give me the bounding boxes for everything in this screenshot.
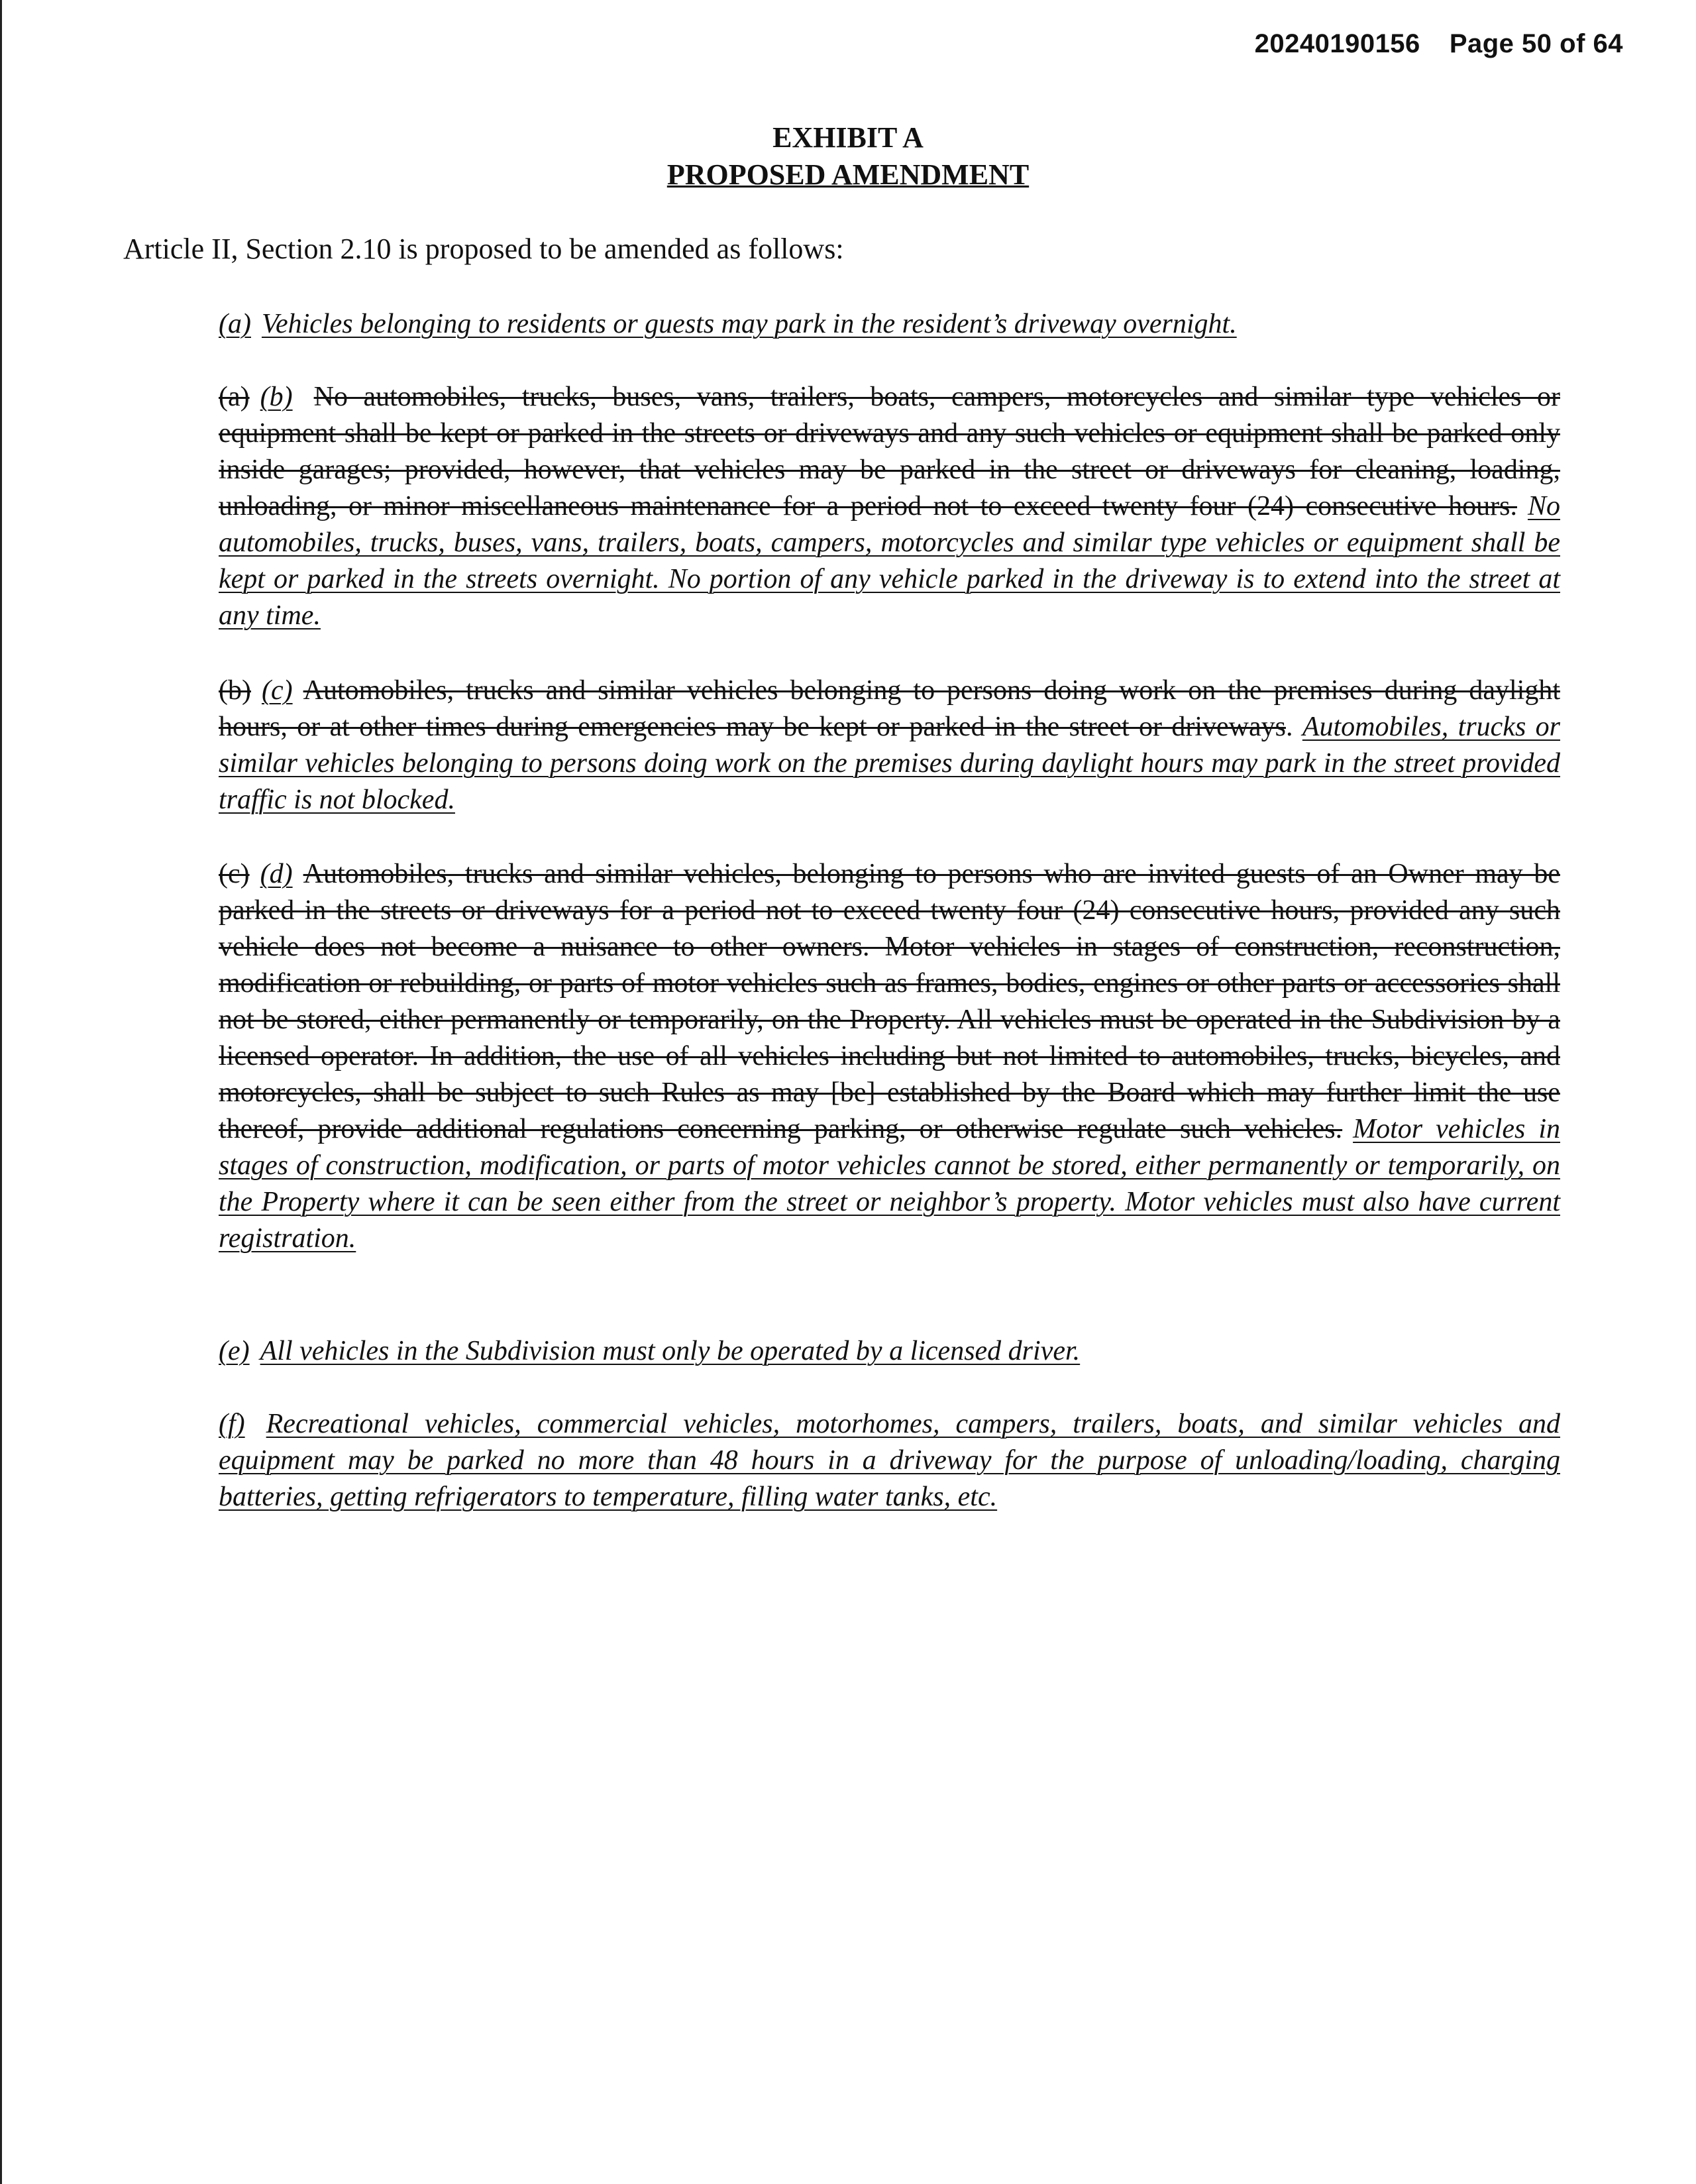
deleted-text: No automobiles, trucks, buses, vans, trailers, boats, campers, motorcycles and similar type vehicles or equipment shall be kept or parked in the streets or driveways and any such vehicles or equipment shall be parked only inside garages; provided, however, that vehicles may be parked in the street or driveways for cleaning, loading, unloading, or minor miscellaneous maintenance for a period not to exceed twenty four (24) consecutive hours. [219, 382, 1560, 521]
exhibit-heading: EXHIBIT A [772, 121, 924, 154]
paragraph-label-new: (c) [261, 675, 293, 706]
paragraph-label-old: (b) [219, 675, 251, 706]
paragraph-label-new: (a) [219, 309, 251, 339]
paragraph-b [219, 379, 1560, 634]
paragraph-label-new: (d) [260, 859, 293, 889]
added-text: All vehicles in the Subdivision must only be operated by a licensed driver. [260, 1336, 1081, 1366]
paragraph-c [219, 673, 1560, 818]
page-number: Page 50 of 64 [1449, 29, 1623, 58]
paragraph-d [219, 856, 1560, 1257]
added-text: Vehicles belonging to residents or guests may park in the resident’s driveway overnight. [261, 309, 1237, 339]
paragraph-label-old: (c) [219, 859, 250, 889]
added-text: Motor vehicles in stages of construction, modification, or parts of motor vehicles cannot be stored, either permanently or temporarily, on the Property where it can be seen either from the street or neighbor’s property. Motor vehicles must also have current registration. [219, 1114, 1560, 1254]
paragraph-label-new: (e) [219, 1336, 250, 1366]
document-number: 20240190156 [1254, 29, 1420, 58]
paragraph-label-new: (b) [260, 382, 293, 412]
added-text: No automobiles, trucks, buses, vans, trailers, boats, campers, motorcycles and similar type vehicles or equipment shall be kept or parked in the streets overnight. No portion of any vehicle parked in the driveway is to extend into the street at any time. [219, 491, 1560, 631]
exhibit-title [0, 119, 1696, 193]
amendment-heading: PROPOSED AMENDMENT [666, 158, 1030, 191]
paragraph-label-new: (f) [219, 1409, 245, 1439]
deleted-text: Automobiles, trucks and similar vehicles, belonging to persons who are invited guests of an Owner may be parked in the streets or driveways for a period not to exceed twenty four (24) consecutive hours, provided any such vehicle does not become a nuisance to other owners. Motor vehicles in stages of construction, reconstruction, modification or rebuilding, or parts of motor vehicles such as frames, bodies, engines or other parts or accessories shall not be stored, either permanently or temporarily, on the Property. All vehicles must be operated in the Subdivision by a licensed operator. In addition, the use of all vehicles including but not limited to automobiles, trucks, bicycles, and motorcycles, shall be subject to such Rules as may [be] established by the Board which may further limit the use thereof, provide additional regulations concerning parking, or otherwise regulate such vehicles. [219, 859, 1560, 1144]
page-left-edge [0, 0, 2, 2184]
added-text: Recreational vehicles, commercial vehicles, motorhomes, campers, trailers, boats, and similar vehicles and equipment may be parked no more than 48 hours in a driveway for the purpose of unloading/loading, charging batteries, getting refrigerators to temperature, filling water tanks, etc. [219, 1409, 1560, 1512]
added-text: Automobiles, trucks or similar vehicles belonging to persons doing work on the premises during daylight hours may park in the street provided traffic is not blocked. [219, 712, 1560, 815]
paragraph-f [219, 1406, 1560, 1515]
deleted-text: Automobiles, trucks and similar vehicles belonging to persons doing work on the premises during daylight hours, or at other times during emergencies may be kept or parked in the street or driveways [219, 675, 1560, 742]
paragraph-e [219, 1333, 1560, 1370]
trailing-period: . [1285, 712, 1293, 742]
intro-sentence: Article II, Section 2.10 is proposed to be amended as follows: [123, 233, 844, 265]
paragraph-a [219, 306, 1560, 343]
page-header [1255, 29, 1623, 59]
paragraph-label-old: (a) [219, 382, 250, 412]
